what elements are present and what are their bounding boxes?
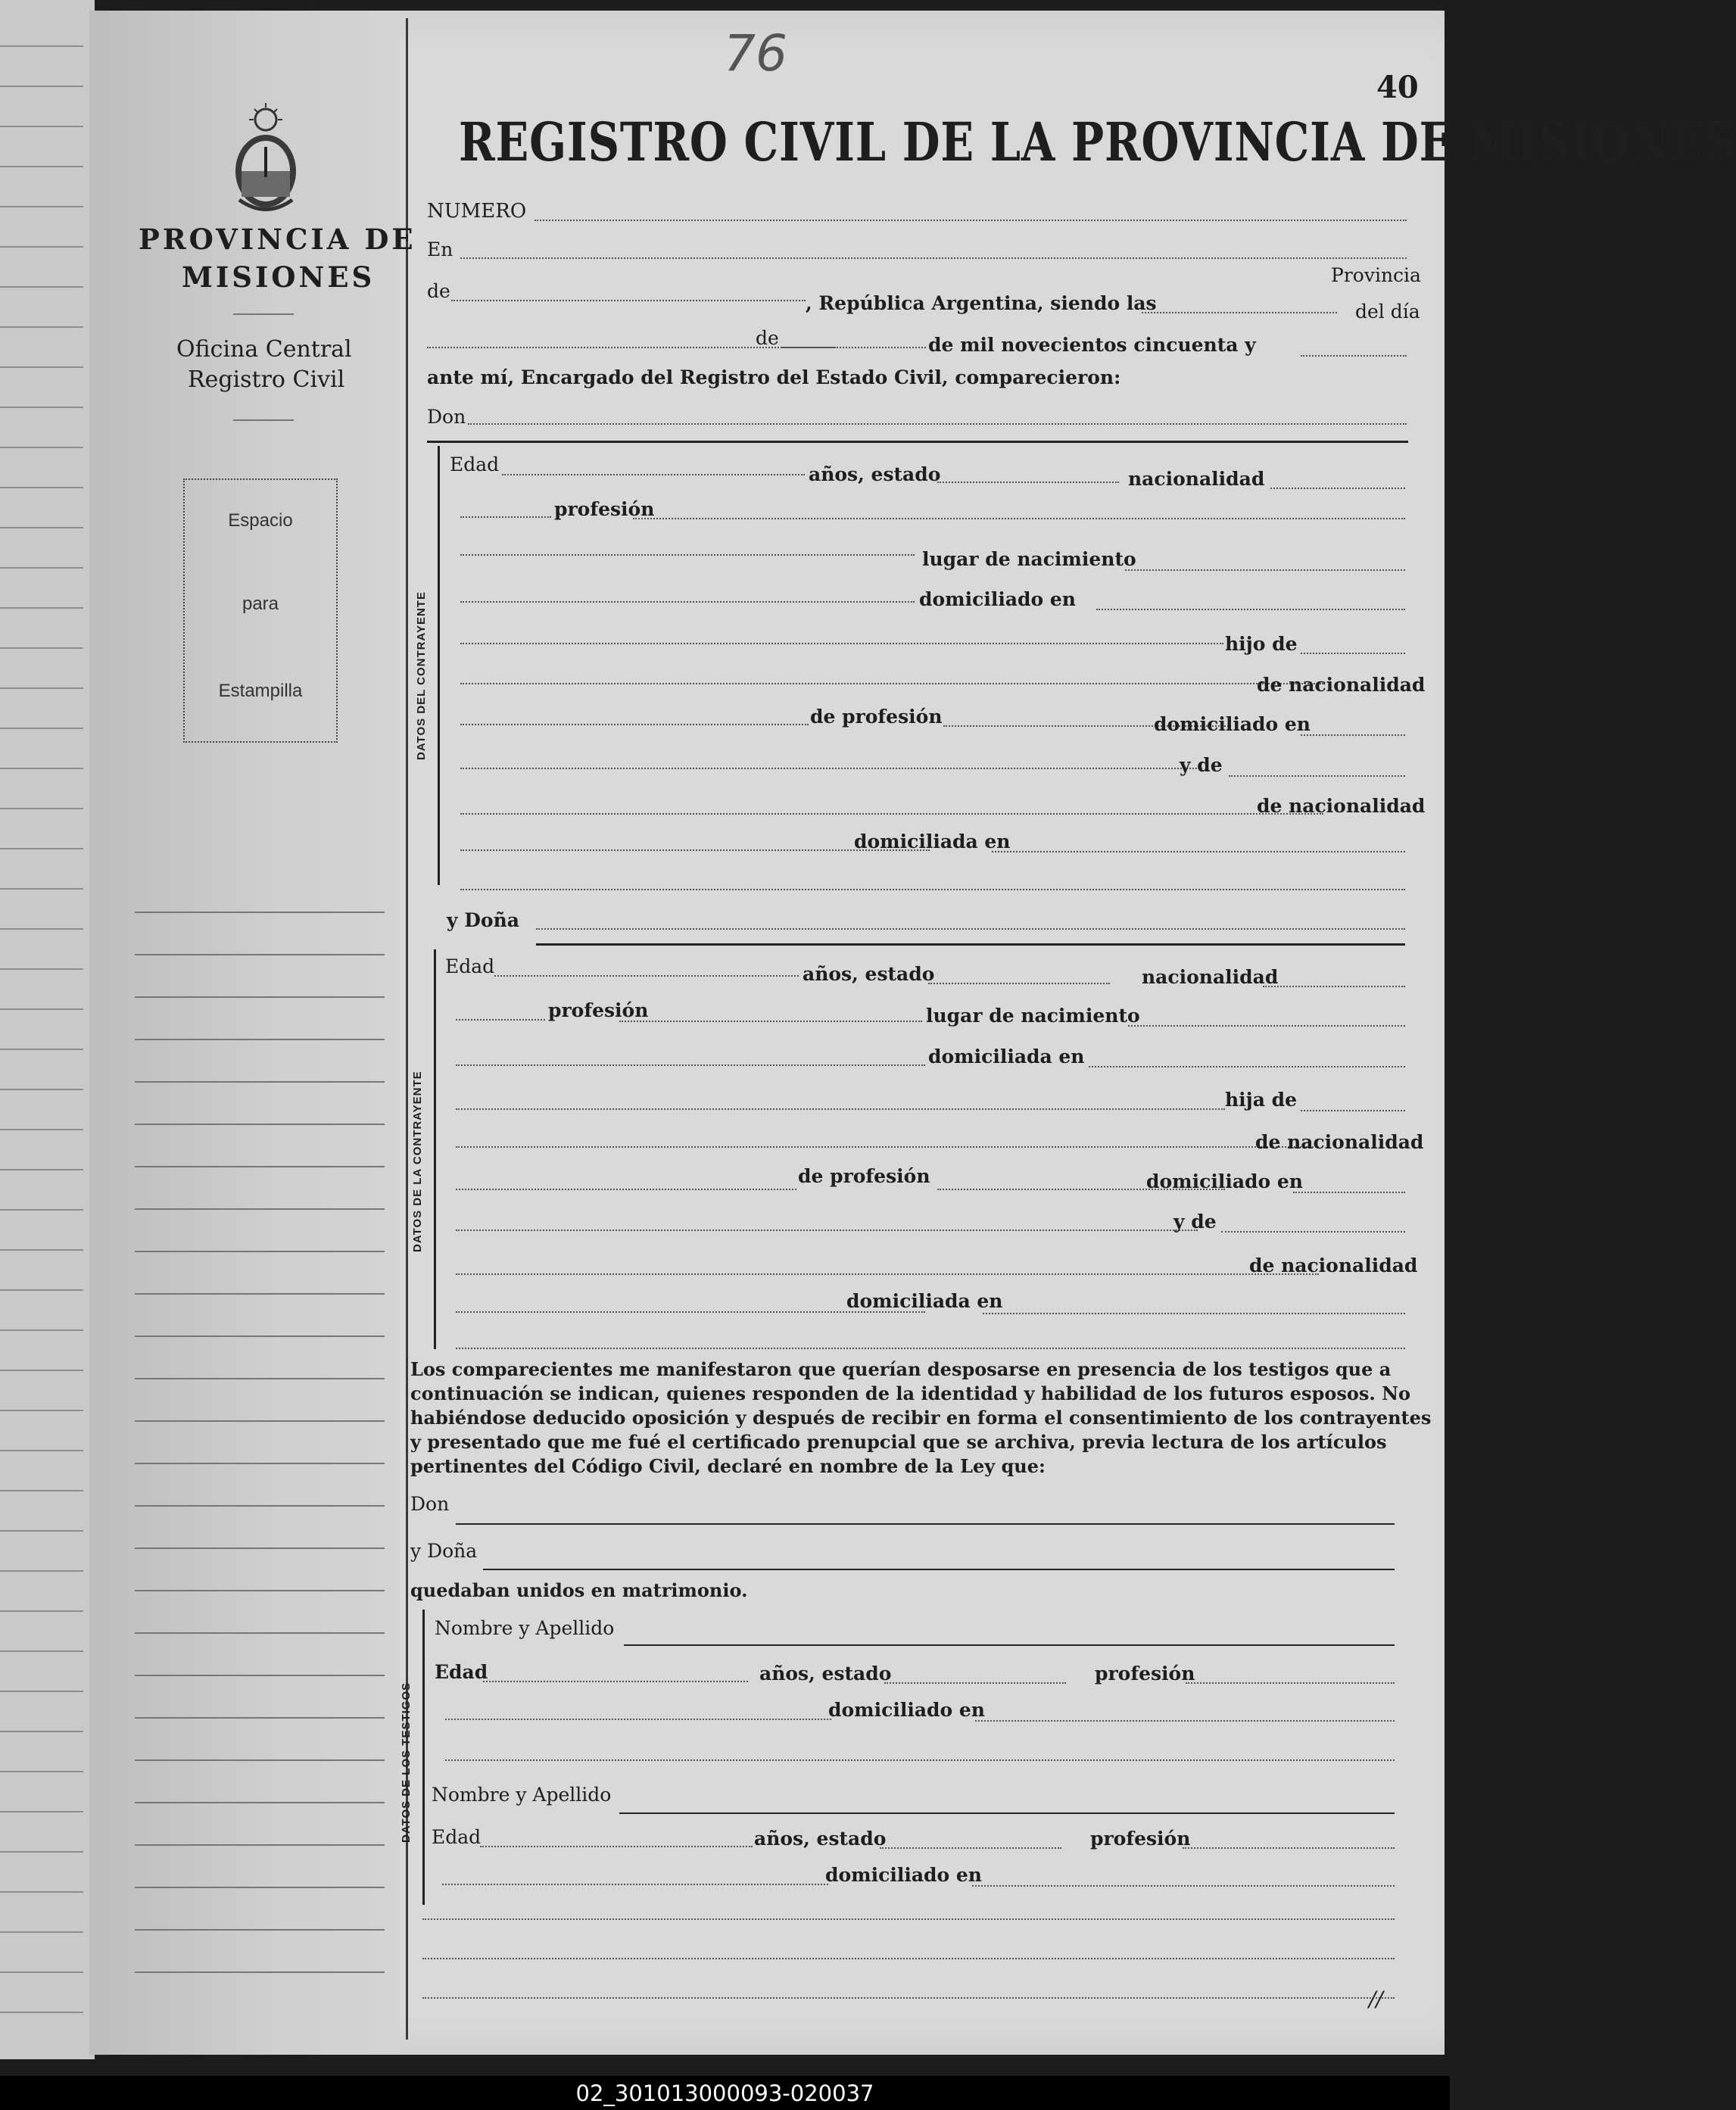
de-label: de	[756, 327, 779, 349]
republica-text: , República Argentina, siendo las	[806, 292, 1157, 314]
edad-line	[483, 1681, 748, 1682]
nombre-line	[624, 1644, 1395, 1646]
sidebar-rule	[135, 1293, 385, 1295]
left-page-rule	[0, 808, 83, 809]
datos-line	[456, 1273, 1319, 1275]
ante-mi-text: ante mí, Encargado del Registro del Estado Civil, comparecieron:	[427, 366, 1121, 388]
anos-estado-label: años, estado	[754, 1828, 887, 1850]
datos-line	[422, 1918, 1395, 1920]
sidebar-rule	[135, 1124, 385, 1125]
y-de-label: y de	[1180, 754, 1223, 776]
left-page-rule	[0, 1971, 83, 1973]
datos-line	[456, 1348, 1405, 1349]
sidebar-column	[89, 11, 400, 2055]
sidebar-rule	[135, 1420, 385, 1422]
datos-line	[460, 554, 915, 556]
del-dia-label: del día	[1355, 301, 1420, 323]
y-dona-label: y Doña	[410, 1540, 478, 1562]
left-page-rule	[0, 1490, 83, 1491]
left-page-rule	[0, 1731, 83, 1732]
left-page-rule	[0, 728, 83, 729]
contrayenta-section-label: DATOS DE LA CONTRAYENTE	[411, 1071, 424, 1252]
left-page-rule	[0, 1811, 83, 1812]
declaration-line3: habiéndose deducido oposición y después de recibir en forma el consentimiento de los contrayentes	[410, 1407, 1432, 1429]
anos-estado-label: años, estado	[809, 463, 941, 485]
profesion-label: profesión	[548, 999, 649, 1021]
left-page-rule	[0, 1450, 83, 1451]
edad-line	[494, 975, 799, 977]
don-label: Don	[410, 1493, 450, 1515]
domicilio-padre-line	[1301, 734, 1405, 736]
de-nacionalidad-label: de nacionalidad	[1257, 795, 1426, 817]
de-mil-text: de mil novecientos cincuenta y	[928, 334, 1256, 356]
sidebar-rule	[135, 1547, 385, 1549]
coat-of-arms-icon	[224, 101, 307, 215]
y-dona-label: y Doña	[447, 909, 519, 931]
left-page-rule	[0, 1610, 83, 1612]
left-page-rule	[0, 1008, 83, 1010]
left-page-rule	[0, 1771, 83, 1772]
left-page-rule	[0, 1169, 83, 1170]
left-page-rule	[0, 768, 83, 769]
lugar-line	[1125, 569, 1405, 571]
left-page-rule	[0, 928, 83, 930]
left-page-rule	[0, 366, 83, 368]
sidebar-rule	[135, 954, 385, 955]
anos-estado-label: años, estado	[759, 1663, 892, 1685]
section-rule	[536, 943, 1405, 946]
sidebar-rule	[135, 1632, 385, 1634]
left-page-rule	[0, 567, 83, 569]
nombre-apellido-label: Nombre y Apellido	[432, 1784, 612, 1806]
left-page-rule	[0, 1289, 83, 1291]
nacionalidad-line	[1263, 986, 1405, 987]
sidebar-rule	[135, 996, 385, 998]
contrayente-bracket	[438, 446, 440, 885]
datos-line	[456, 1230, 1198, 1231]
edad-label: Edad	[450, 453, 500, 475]
domicilio-madre-line	[983, 1313, 1405, 1314]
domicilio-line	[975, 1720, 1395, 1722]
padre-line	[1301, 1110, 1405, 1111]
padre-line	[1301, 653, 1405, 654]
de-nacionalidad-label: de nacionalidad	[1249, 1254, 1418, 1276]
domicilio-line	[1096, 609, 1405, 610]
don-line	[456, 1523, 1395, 1525]
datos-line	[442, 1884, 828, 1885]
profesion-line	[1186, 1682, 1395, 1684]
profesion-line	[460, 516, 551, 518]
province-title-line1: PROVINCIA DE	[139, 223, 416, 256]
left-page-rule	[0, 1129, 83, 1130]
datos-line	[460, 768, 1202, 769]
domicilio-padre-line	[1293, 1192, 1405, 1193]
sidebar-divider	[233, 313, 294, 315]
datos-line	[460, 601, 915, 603]
de-label: de	[427, 280, 450, 302]
sidebar-rule	[135, 1971, 385, 1973]
handwritten-number: 76	[724, 24, 787, 83]
y-de-label: y de	[1173, 1211, 1217, 1233]
hora-line	[1142, 312, 1337, 313]
datos-line	[445, 1759, 1395, 1761]
sidebar-rule	[135, 1251, 385, 1252]
sidebar-rule	[135, 1378, 385, 1379]
sidebar-rule	[135, 1166, 385, 1167]
hija-de-label: hija de	[1225, 1089, 1298, 1111]
domiciliada-label: domiciliada en	[854, 831, 1011, 852]
lugar-nacimiento-label: lugar de nacimiento	[922, 548, 1136, 570]
lugar-nacimiento-label: lugar de nacimiento	[926, 1005, 1140, 1027]
left-page-rule	[0, 607, 83, 609]
de-nacionalidad-label: de nacionalidad	[1255, 1131, 1424, 1153]
domiciliado-label: domiciliado en	[919, 588, 1076, 610]
left-page-rule	[0, 286, 83, 288]
left-page-rule	[0, 126, 83, 127]
don-label: Don	[427, 406, 466, 428]
profesion-line	[633, 518, 1405, 519]
datos-line	[456, 1146, 1319, 1148]
sidebar-rule	[135, 1505, 385, 1507]
numero-label: NUMERO	[427, 200, 527, 223]
left-page-rule	[0, 1570, 83, 1572]
datos-line	[460, 889, 1405, 890]
page-title: REGISTRO CIVIL DE LA PROVINCIA DE MISIONES	[459, 111, 1736, 173]
de-nacionalidad-label: de nacionalidad	[1257, 674, 1426, 696]
nacionalidad-label: nacionalidad	[1142, 966, 1279, 988]
register-sheet	[89, 11, 1736, 2055]
domiciliado-label: domiciliado en	[1154, 713, 1311, 735]
contrayenta-bracket	[434, 949, 436, 1349]
domiciliada-label: domiciliada en	[928, 1046, 1085, 1067]
left-page-rule	[0, 1691, 83, 1692]
datos-line	[445, 1719, 831, 1720]
left-page-rule	[0, 968, 83, 970]
sidebar-rule	[135, 1929, 385, 1931]
nombre-apellido-label: Nombre y Apellido	[435, 1617, 615, 1639]
sidebar-rule	[135, 1336, 385, 1337]
madre-line	[1221, 1231, 1405, 1233]
edad-label: Edad	[445, 955, 495, 977]
sidebar-rule	[135, 1590, 385, 1591]
left-page-rule	[0, 206, 83, 207]
declaration-line4: y presentado que me fué el certificado prenupcial que se archiva, previa lectura de los artículos	[410, 1431, 1387, 1453]
datos-line	[460, 813, 1323, 815]
profesion-line	[1183, 1847, 1395, 1849]
numero-line	[535, 220, 1407, 221]
left-page-rule	[0, 45, 83, 47]
datos-line	[460, 683, 1323, 684]
nombre-line	[619, 1812, 1395, 1814]
en-line	[460, 257, 1407, 259]
edad-line	[480, 1846, 753, 1847]
de-profesion-label: de profesión	[798, 1165, 930, 1187]
profesion-label: profesión	[554, 498, 655, 520]
left-page-rule	[0, 86, 83, 87]
domicilio-line	[972, 1885, 1395, 1887]
domiciliada-label: domiciliada en	[846, 1290, 1003, 1312]
estado-line	[928, 983, 1110, 984]
datos-line	[456, 1108, 1225, 1110]
domiciliado-label: domiciliado en	[825, 1864, 982, 1886]
estado-line	[937, 482, 1119, 483]
de-profesion-label: de profesión	[810, 706, 943, 728]
profesion-line	[456, 1019, 545, 1021]
left-page-rule	[0, 1851, 83, 1853]
datos-line	[422, 1958, 1395, 1959]
left-page-rule	[0, 326, 83, 328]
left-page-rule	[0, 2012, 83, 2013]
sidebar-rule	[135, 1039, 385, 1040]
left-page-rule	[0, 527, 83, 528]
hijo-de-label: hijo de	[1225, 633, 1298, 655]
dona-line	[483, 1569, 1395, 1570]
domiciliado-label: domiciliado en	[828, 1699, 985, 1721]
left-page-rule	[0, 407, 83, 408]
sidebar-rule	[135, 1463, 385, 1464]
province-title-line2: MISIONES	[182, 260, 376, 294]
left-page-rule	[0, 848, 83, 849]
left-page-rule	[0, 888, 83, 890]
left-page-rule	[0, 1329, 83, 1331]
mes-line	[782, 347, 926, 348]
left-page-rule	[0, 1530, 83, 1532]
left-page-rule	[0, 1891, 83, 1893]
left-page-edge	[0, 0, 95, 2059]
en-label: En	[427, 238, 453, 260]
de-line	[451, 300, 806, 301]
edad-label: Edad	[435, 1661, 488, 1683]
datos-line	[460, 643, 1223, 644]
sidebar-rule	[135, 1759, 385, 1761]
quedaban-text: quedaban unidos en matrimonio.	[410, 1579, 748, 1601]
stamp-label: para	[242, 594, 279, 614]
left-page-rule	[0, 166, 83, 167]
declaration-line1: Los comparecientes me manifestaron que querían desposarse en presencia de los testigos que a	[410, 1358, 1392, 1380]
section-rule	[427, 441, 1408, 443]
datos-line	[456, 1064, 925, 1066]
estado-line	[880, 1847, 1061, 1849]
madre-line	[1229, 775, 1405, 777]
left-page-rule	[0, 1049, 83, 1050]
left-page-rule	[0, 1089, 83, 1090]
domicilio-madre-line	[992, 851, 1405, 852]
left-page-rule	[0, 1931, 83, 1933]
sidebar-divider	[233, 419, 294, 421]
edad-label: Edad	[432, 1826, 482, 1848]
lugar-line	[1128, 1025, 1405, 1027]
stamp-label: Espacio	[228, 510, 293, 531]
sidebar-rule	[135, 1887, 385, 1888]
left-page-rule	[0, 447, 83, 448]
provincia-label: Provincia	[1331, 264, 1421, 286]
left-page-rule	[0, 246, 83, 248]
left-page-rule	[0, 687, 83, 689]
testigos-section-label: DATOS DE LOS TESTIGOS	[400, 1681, 413, 1843]
left-page-rule	[0, 1209, 83, 1211]
office-line1: Oficina Central	[176, 336, 352, 363]
dona-line	[536, 928, 1405, 930]
end-mark: //	[1369, 1987, 1383, 2012]
sidebar-rule	[135, 1844, 385, 1846]
sidebar-rule	[135, 1717, 385, 1719]
profesion-label: profesión	[1095, 1663, 1195, 1685]
edad-line	[502, 474, 805, 475]
anio-line	[1301, 355, 1407, 357]
stamp-label: Estampilla	[218, 681, 303, 701]
stamp-space-box	[183, 478, 338, 743]
datos-line	[422, 1997, 1395, 1999]
testigos-bracket	[422, 1610, 425, 1905]
anos-estado-label: años, estado	[803, 963, 935, 985]
left-page-rule	[0, 1370, 83, 1371]
left-page-rule	[0, 487, 83, 488]
sidebar-rule	[135, 1802, 385, 1803]
sidebar-rule	[135, 1081, 385, 1083]
profesion-label: profesión	[1090, 1828, 1191, 1850]
page-number: 40	[1376, 70, 1419, 105]
contrayente-section-label: DATOS DEL CONTRAYENTE	[415, 591, 428, 760]
profesion-line	[619, 1021, 922, 1022]
left-page-rule	[0, 647, 83, 649]
datos-line	[456, 1189, 796, 1190]
office-line2: Registro Civil	[188, 366, 345, 393]
domicilio-line	[1089, 1066, 1405, 1067]
don-line	[468, 423, 1407, 425]
nacionalidad-label: nacionalidad	[1128, 468, 1265, 490]
sidebar-rule	[135, 1208, 385, 1210]
image-id-bar	[0, 2076, 1450, 2110]
sidebar-rule	[135, 912, 385, 913]
declaration-line5: pertinentes del Código Civil, declaré en nombre de la Ley que:	[410, 1455, 1046, 1477]
datos-line	[460, 724, 809, 725]
estado-line	[884, 1682, 1066, 1684]
declaration-line2: continuación se indican, quienes responden de la identidad y habilidad de los futuros esposos. No	[410, 1382, 1411, 1404]
domiciliado-label: domiciliado en	[1146, 1170, 1303, 1192]
nacionalidad-line	[1270, 488, 1405, 489]
left-page-rule	[0, 1249, 83, 1251]
image-id-text: 02_301013000093-020037	[575, 2080, 874, 2106]
sidebar-rule	[135, 1675, 385, 1676]
left-page-rule	[0, 1410, 83, 1411]
left-page-rule	[0, 1650, 83, 1652]
